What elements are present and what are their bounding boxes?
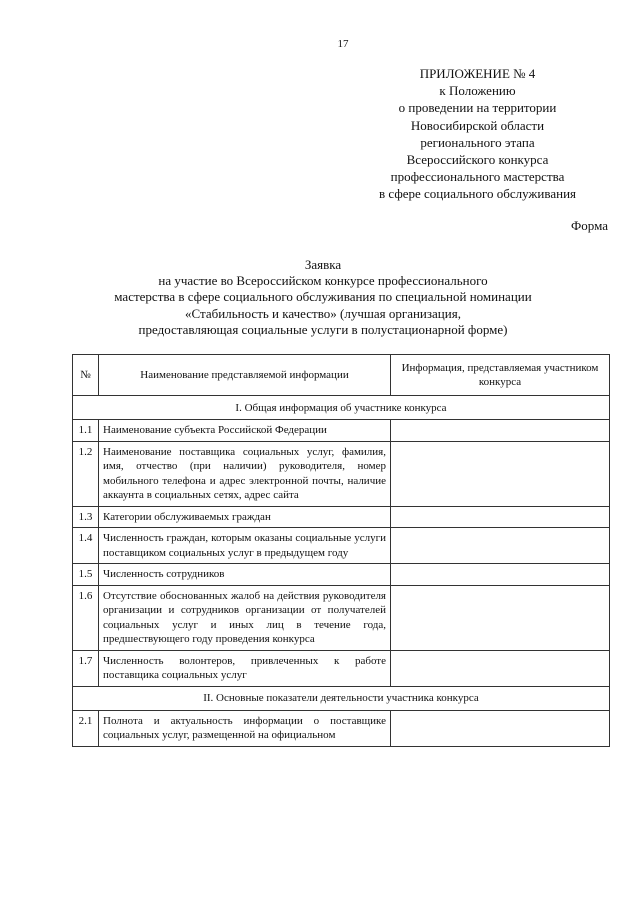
table-row [73, 650, 610, 686]
page-number: 17 [337, 38, 349, 50]
application-title [40, 257, 606, 338]
appendix-line: в сфере социального обслуживания [379, 186, 576, 202]
appendix-line: Всероссийского конкурса [406, 152, 549, 168]
row-number: 1.5 [73, 564, 99, 586]
section-row [73, 396, 610, 420]
row-name: Категории обслуживаемых граждан [99, 506, 391, 528]
row-name: Численность сотрудников [99, 564, 391, 586]
row-value-cell[interactable] [391, 710, 610, 746]
table-row [73, 506, 610, 528]
information-table [72, 354, 610, 747]
row-name: Полнота и актуальность информации о поставщике социальных услуг, размещенной на официальном [99, 710, 391, 746]
table-row [73, 441, 610, 506]
title-line: предоставляющая социальные услуги в полустационарной форме) [138, 321, 508, 337]
row-value-cell[interactable] [391, 650, 610, 686]
table-row [73, 564, 610, 586]
table-body [73, 396, 610, 747]
row-name: Отсутствие обоснованных жалоб на действия руководителя организации и сотрудников организации от получателей социальных услуг и иных лиц в течение года, предшествующего году проведения конкурса [99, 585, 391, 650]
appendix-line: ПРИЛОЖЕНИЕ № 4 [419, 66, 536, 81]
row-number: 1.6 [73, 585, 99, 650]
header-num: № [73, 355, 99, 396]
header-name: Наименование представляемой информации [99, 355, 391, 396]
title-line: мастерства в сфере социального обслуживания по специальной номинации [114, 289, 532, 305]
title-line: «Стабильность и качество» (лучшая организация, [185, 305, 461, 321]
table-row [73, 585, 610, 650]
row-name: Наименование субъекта Российской Федерации [99, 420, 391, 442]
appendix-line: регионального этапа [420, 134, 535, 150]
appendix-line: профессионального мастерства [390, 169, 565, 185]
row-value-cell[interactable] [391, 441, 610, 506]
header-info: Информация, представляемая участником конкурса [391, 355, 610, 396]
row-value-cell[interactable] [391, 585, 610, 650]
row-number: 1.4 [73, 528, 99, 564]
form-label: Форма [571, 218, 608, 233]
appendix-line: Новосибирской области [410, 117, 545, 133]
section-row [73, 686, 610, 710]
table-row [73, 420, 610, 442]
row-number: 1.3 [73, 506, 99, 528]
row-name: Численность граждан, которым оказаны социальные услуги поставщиком социальных услуг в предыдущем году [99, 528, 391, 564]
table-row [73, 528, 610, 564]
section-title: I. Общая информация об участнике конкурса [73, 396, 610, 420]
appendix-line: к Положению [439, 83, 516, 99]
row-number: 1.1 [73, 420, 99, 442]
section-title: II. Основные показатели деятельности участника конкурса [73, 686, 610, 710]
row-value-cell[interactable] [391, 564, 610, 586]
row-number: 1.2 [73, 441, 99, 506]
row-name: Численность волонтеров, привлеченных к работе поставщика социальных услуг [99, 650, 391, 686]
table-row [73, 710, 610, 746]
row-value-cell[interactable] [391, 528, 610, 564]
appendix-header [340, 65, 615, 203]
row-value-cell[interactable] [391, 506, 610, 528]
row-number: 1.7 [73, 650, 99, 686]
row-name: Наименование поставщика социальных услуг, фамилия, имя, отчество (при наличии) руководителя, номер мобильного телефона и адрес электронной почты, наличие аккаунта в социальных сетях, адрес сайта [99, 441, 391, 506]
row-number: 2.1 [73, 710, 99, 746]
title-line: на участие во Всероссийском конкурсе профессионального [158, 273, 488, 289]
appendix-line: о проведении на территории [398, 100, 557, 116]
table-header-row [73, 355, 610, 396]
row-value-cell[interactable] [391, 420, 610, 442]
title-line: Заявка [304, 257, 342, 272]
